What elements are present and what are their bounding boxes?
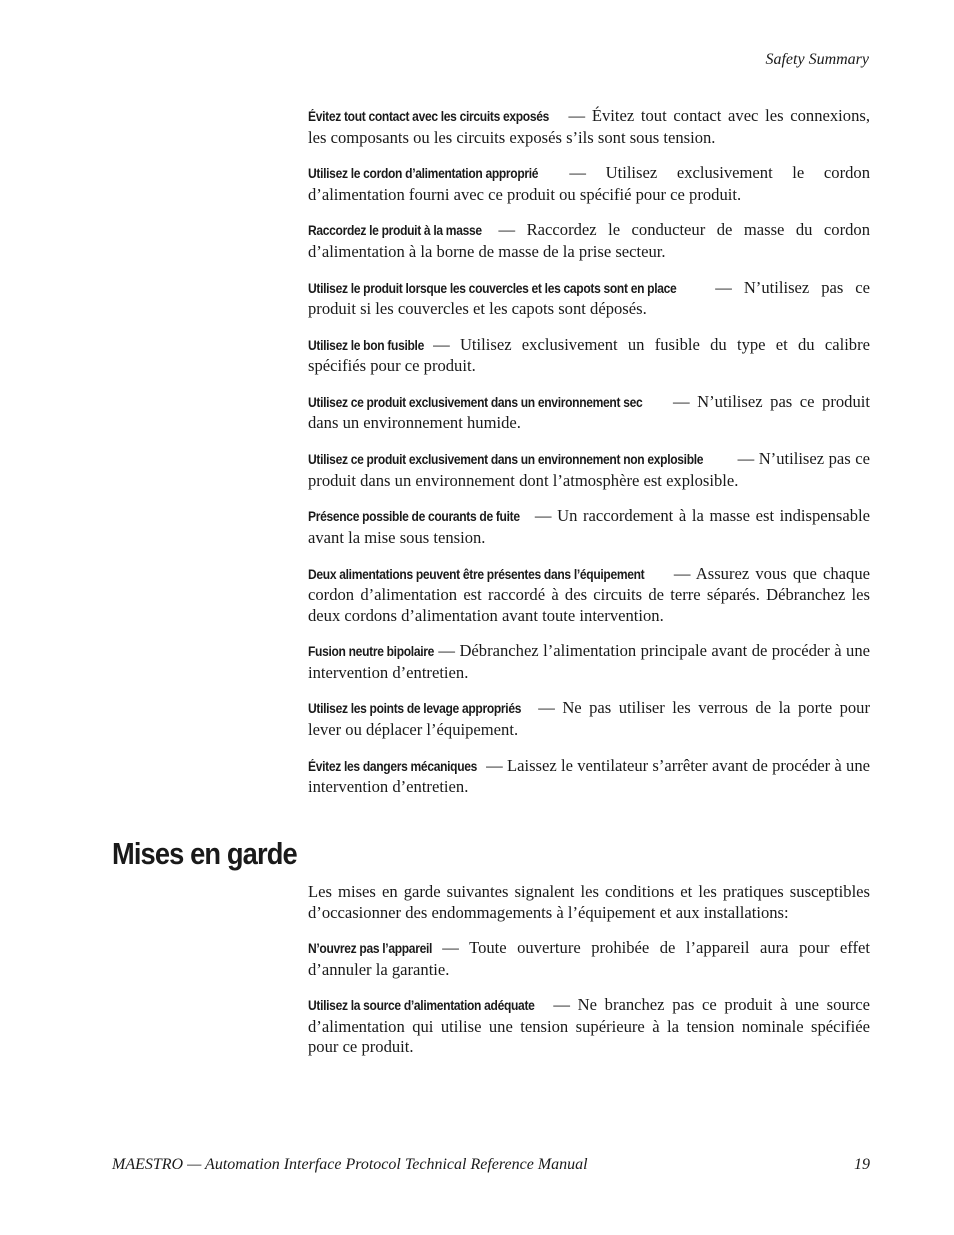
list-item [308, 698, 870, 740]
list-item [308, 995, 870, 1058]
item-term: Utilisez ce produit exclusivement dans un environnement sec [308, 394, 643, 410]
item-term: Deux alimentations peuvent être présentes dans l’équipement [308, 566, 645, 582]
item-text: — N’utilisez pas ce produit dans un environnement humide. [308, 391, 870, 433]
list-item [308, 938, 870, 980]
item-text: — Laissez le ventilateur s’arrêter avant de procéder à une intervention d’entretien. [308, 755, 870, 797]
item-term: N’ouvrez pas l’appareil [308, 941, 433, 957]
item-text: — Un raccordement à la masse est indispensable avant la mise sous tension. [308, 506, 870, 547]
list-item [308, 392, 870, 434]
item-term: Utilisez ce produit exclusivement dans un environnement non explosible [308, 452, 704, 468]
footer-title: MAESTRO — Automation Interface Protocol Technical Reference Manual [112, 1156, 588, 1173]
list-item [308, 220, 870, 262]
item-term: Utilisez le produit lorsque les couvercles et les capots sont en place [308, 280, 677, 296]
running-head: Safety Summary [765, 51, 869, 68]
list-item [308, 106, 870, 148]
item-term: Fusion neutre bipolaire [308, 644, 435, 660]
list-item [308, 163, 870, 205]
safety-items-list [308, 106, 870, 813]
item-term: Évitez tout contact avec les circuits exposés [308, 109, 550, 124]
section-intro: Les mises en garde suivantes signalent les conditions et les pratiques susceptibles d’occasionner des endommagements à l’équipement et aux installations: [308, 882, 870, 922]
item-term: Utilisez le bon fusible [308, 337, 424, 353]
list-item [308, 506, 870, 548]
item-text: — Assurez vous que chaque cordon d’alimentation est raccordé à des circuits de terre séparés. Débranchez les deux cordons d’alimentation avant toute intervention. [308, 563, 870, 625]
list-item [308, 564, 870, 627]
item-text: — Raccordez le conducteur de masse du cordon d’alimentation à la borne de masse de la prise secteur. [308, 220, 870, 261]
section-heading: Mises en garde [112, 836, 297, 871]
item-term: Évitez les dangers mécaniques [308, 758, 478, 774]
list-item [308, 278, 870, 320]
list-item [308, 756, 870, 798]
item-text: — Évitez tout contact avec les connexions, les composants ou les circuits exposés s’ils sont sous tension. [308, 106, 870, 147]
item-term: Présence possible de courants de fuite [308, 509, 520, 525]
item-term: Utilisez le cordon d’alimentation approprié [308, 166, 539, 182]
page-number: 19 [854, 1156, 870, 1173]
item-text: — Utilisez exclusivement le cordon d’alimentation fourni avec ce produit ou spécifié pour ce produit. [308, 163, 870, 204]
item-text: — N’utilisez pas ce produit dans un environnement dont l’atmosphère est explosible. [308, 449, 870, 490]
item-term: Utilisez la source d’alimentation adéquate [308, 998, 535, 1014]
item-term: Raccordez le produit à la masse [308, 223, 482, 239]
item-text: — Ne pas utiliser les verrous de la porte pour lever ou déplacer l’équipement. [308, 698, 870, 739]
list-item [308, 335, 870, 377]
item-term: Utilisez les points de levage appropriés [308, 701, 522, 717]
item-text: — Toute ouverture prohibée de l’appareil aura pour effet d’annuler la garantie. [308, 938, 870, 979]
item-text: — Ne branchez pas ce produit à une source d’alimentation qui utilise une tension supérieure à la tension nominale spécifiée pour ce produit. [308, 995, 870, 1057]
item-text: — Débranchez l’alimentation principale avant de procéder à une intervention d’entretien. [308, 641, 870, 682]
item-text: — N’utilisez pas ce produit si les couvercles et les capots sont déposés. [308, 277, 870, 319]
page-footer [112, 1156, 870, 1174]
list-item [308, 641, 870, 683]
list-item [308, 449, 870, 491]
caution-items-list [308, 882, 870, 1073]
item-text: — Utilisez exclusivement un fusible du type et du calibre spécifiés pour ce produit. [308, 334, 870, 376]
